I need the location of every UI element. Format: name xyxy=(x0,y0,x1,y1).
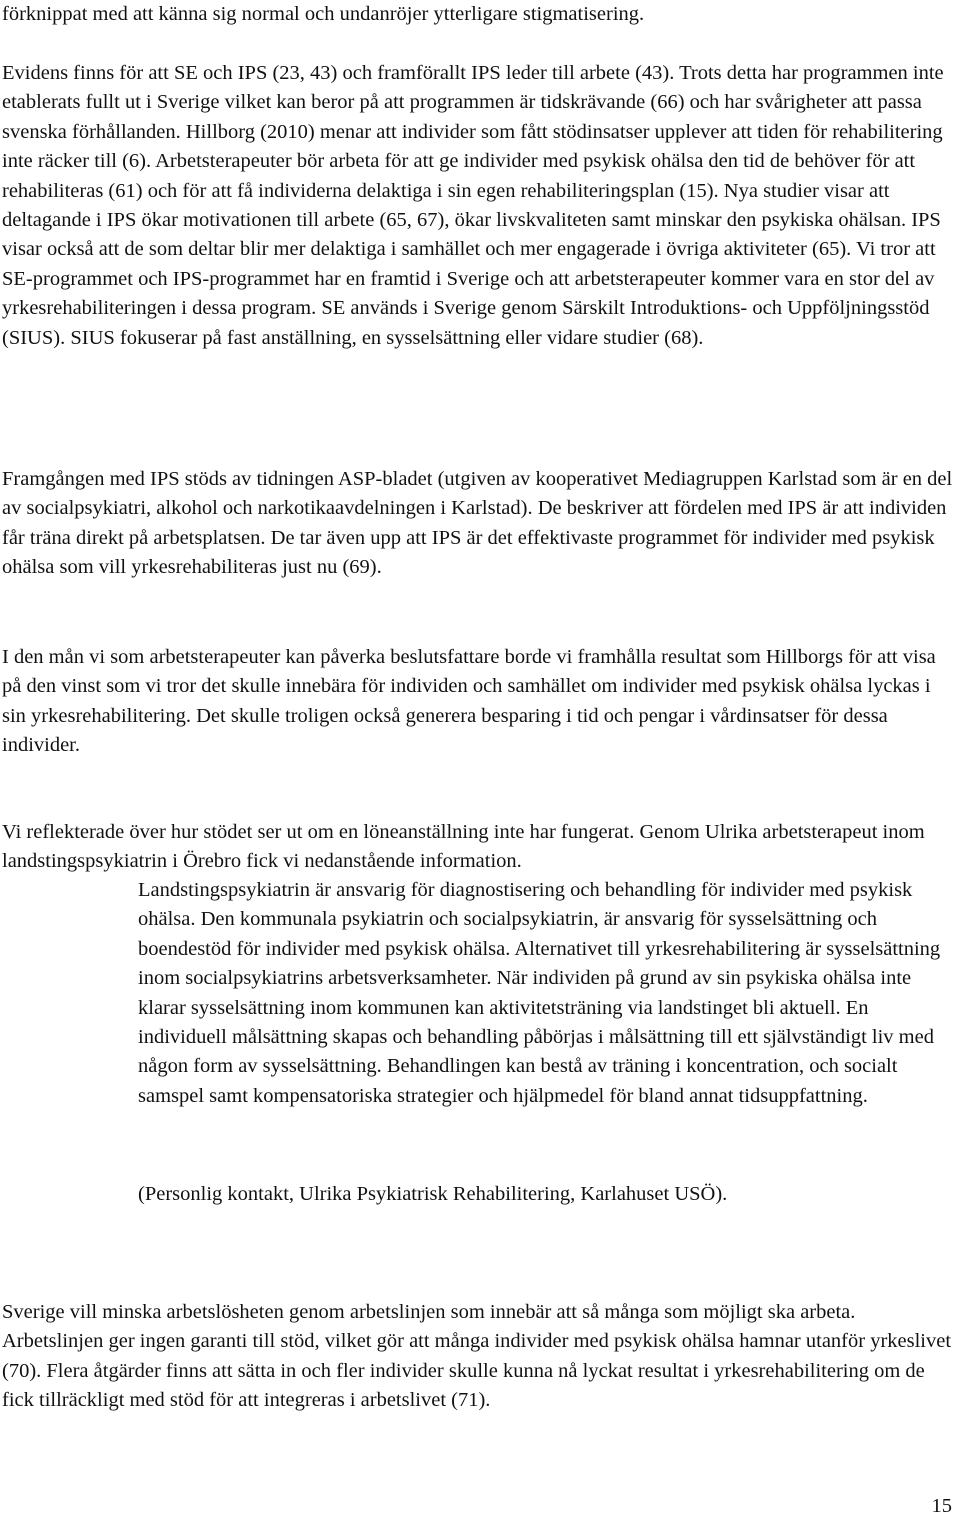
quote-source: (Personlig kontakt, Ulrika Psykiatrisk Rehabilitering, Karlahuset USÖ). xyxy=(138,1183,728,1205)
paragraph-decision-makers: I den mån vi som arbetsterapeuter kan påverka beslutsfattare borde vi framhålla resultat som Hillborgs för att visa på den vinst som vi tror det skulle innebära för individen och samhället om individer med psykisk ohälsa lyckas i sin yrkesrehabilitering. Det skulle troligen också generera besparing i tid och pengar i vårdinsatser för dessa individer. xyxy=(2,646,936,757)
page-number: 15 xyxy=(931,1495,952,1517)
paragraph-evidence: Evidens finns för att SE och IPS (23, 43) och framförallt IPS leder till arbete (43). Trots detta har programmen inte etablerats fullt ut i Sverige vilket kan beror på att programmen är tidskrävande (66) och har svårigheter att passa svenska förhållanden. Hillborg (2010) menar att individer som fått stödinsatser upplever att tiden för rehabilitering inte räcker till (6). Arbetsterapeuter bör arbeta för att ge individer med psykisk ohälsa den tid de behöver för att rehabiliteras (61) och för att få individerna delaktiga i sin egen rehabiliteringsplan (15). Nya studier visar att deltagande i IPS ökar motivationen till arbete (65, 67), ökar livskvaliteten samt minskar den psykiska ohälsan. IPS visar också att de som deltar blir mer delaktiga i samhället och mer engagerade i övriga aktiviteter (65). Vi tror att SE-programmet och IPS-programmet har en framtid i Sverige och att arbetsterapeuter kommer vara en stor del av yrkesrehabiliteringen i dessa program. SE används i Sverige genom Särskilt Introduktions- och Uppföljningsstöd (SIUS). SIUS fokuserar på fast anställning, en sysselsättning eller vidare studier (68). xyxy=(2,62,944,349)
paragraph-ips-success: Framgången med IPS stöds av tidningen ASP-bladet (utgiven av kooperativet Mediagruppen Karlstad som är en del av socialpsykiatri, alkohol och narkotikaavdelningen i Karlstad). De beskriver att fördelen med IPS är att individen får träna direkt på arbetsplatsen. De tar även upp att IPS är det effektivaste programmet för individer med psykisk ohälsa som vill yrkesrehabiliteras just nu (69). xyxy=(2,468,953,579)
paragraph-work-line: Sverige vill minska arbetslösheten genom arbetslinjen som innebär att så många som möjligt ska arbeta. Arbetslinjen ger ingen garanti till stöd, vilket gör att många individer med psykisk ohälsa hamnar utanför yrkeslivet (70). Flera åtgärder finns att sätta in och fler individer skulle kunna nå lyckat resultat i yrkesrehabilitering om de fick tillräckligt med stöd för att integreras i arbetslivet (71). xyxy=(2,1301,952,1412)
paragraph-continuation: förknippat med att känna sig normal och undanröjer ytterligare stigmatisering. xyxy=(2,3,645,25)
block-quote: Landstingspsykiatrin är ansvarig för diagnostisering och behandling för individer med psykisk ohälsa. Den kommunala psykiatrin och socialpsykiatrin, är ansvarig för sysselsättning och boendestöd för individer med psykisk ohälsa. Alternativet till yrkesrehabilitering är sysselsättning inom socialpsykiatrins arbetsverksamheter. När individen på grund av sin psykiska ohälsa inte klarar sysselsättning inom kommunen kan aktivitetsträning via landstinget bli aktuell. En individuell målsättning skapas och behandling påbörjas i målsättning till ett självständigt liv med någon form av sysselsättning. Behandlingen kan bestå av träning i koncentration, och socialt samspel samt kompensatoriska strategier och hjälpmedel för bland annat tidsuppfattning. xyxy=(138,879,941,1107)
paragraph-reflection: Vi reflekterade över hur stödet ser ut om en löneanställning inte har fungerat. Genom Ulrika arbetsterapeut inom landstingspsykiatrin i Örebro fick vi nedanstående information. xyxy=(2,821,925,873)
